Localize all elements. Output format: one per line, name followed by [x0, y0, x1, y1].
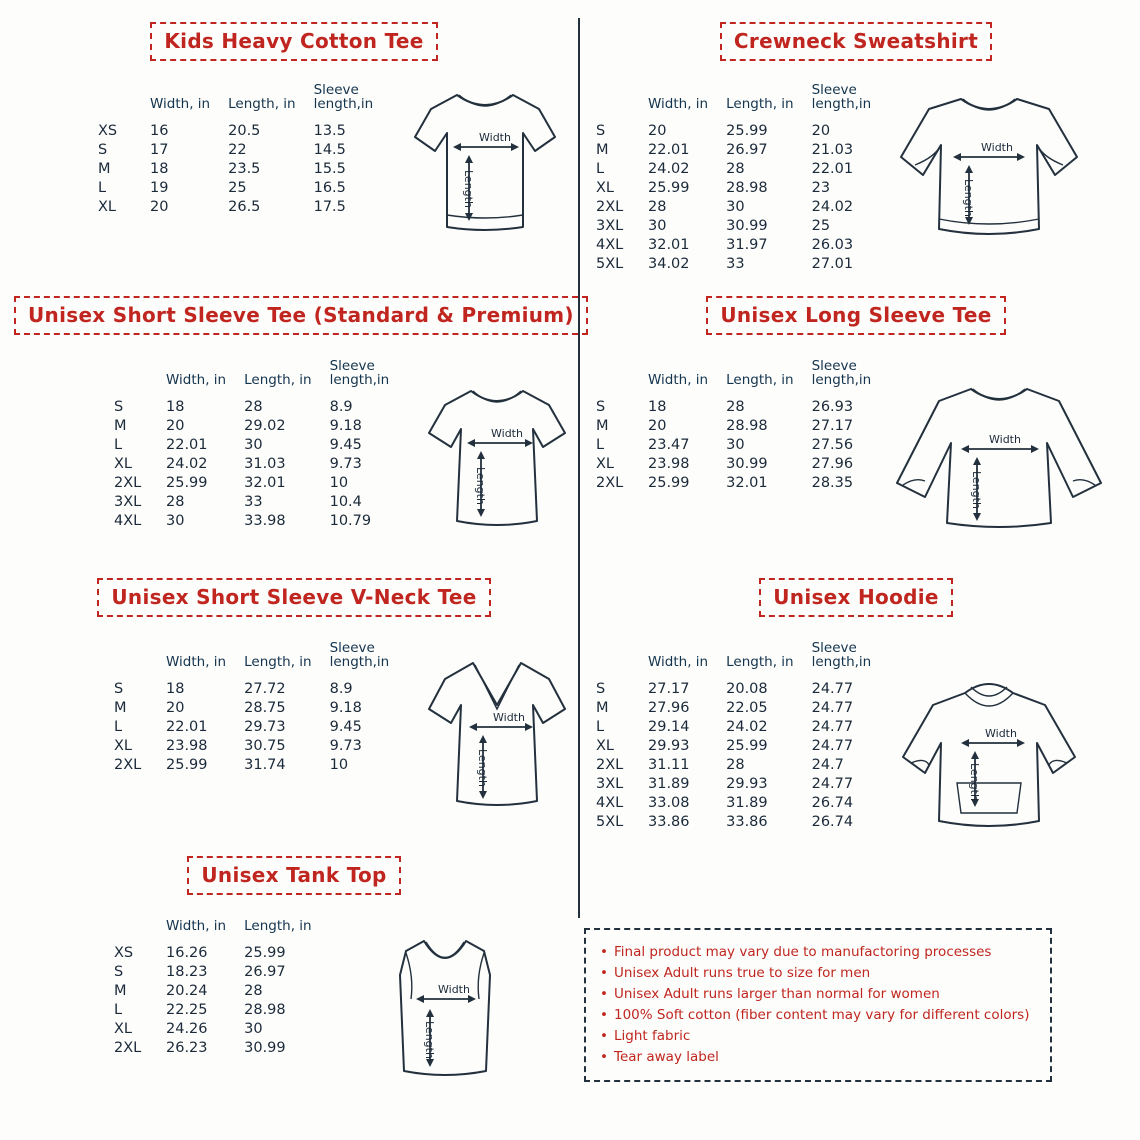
- table-header-row: [114, 641, 407, 679]
- col-size: [114, 919, 166, 943]
- size-table: [114, 359, 407, 530]
- col-sleeve: Sleeve length,in: [313, 82, 374, 113]
- longsleeve-tshirt-illustration: [889, 373, 1109, 553]
- width-label: Width: [989, 433, 1022, 446]
- col-width: Width, in: [648, 654, 709, 671]
- table-row: XL 20 26.5 17.5: [98, 198, 346, 215]
- length-label: Length: [968, 763, 982, 801]
- notes-box: [584, 928, 1052, 1082]
- width-label: Width: [479, 131, 512, 144]
- table-row: 2XL 25.99 32.01 10: [114, 474, 349, 491]
- col-size: [98, 83, 150, 121]
- table-header-row: [114, 919, 330, 943]
- table-row: XS 16 20.5 13.5: [98, 122, 346, 139]
- table-row: 2XL 31.11 28 24.7: [596, 756, 844, 773]
- table-header-row: [114, 359, 407, 397]
- vneck-tshirt-illustration: [407, 649, 587, 829]
- tshirt-illustration: [395, 75, 575, 245]
- section-title-wrap: [14, 578, 574, 617]
- section-unisex-long-sleeve-tee: [584, 296, 1128, 553]
- col-length: Length, in: [726, 372, 794, 389]
- table-row: S 20 25.99 20: [596, 122, 831, 139]
- col-sleeve: Sleeve length,in: [811, 82, 872, 113]
- col-size: [114, 359, 166, 397]
- width-label: Width: [985, 727, 1018, 740]
- table-row: S 27.17 20.08 24.77: [596, 680, 854, 697]
- length-label: Length: [962, 179, 976, 217]
- table-row: M 20 28.75 9.18: [114, 699, 362, 716]
- note-item: • 100% Soft cotton (fiber content may vary for different colors): [600, 1005, 1036, 1026]
- table-row: XL 24.26 30: [114, 1020, 263, 1037]
- table-row: S 18 27.72 8.9: [114, 680, 353, 697]
- col-length: Length, in: [228, 96, 296, 113]
- section-title: Unisex Short Sleeve Tee (Standard & Premium): [14, 296, 588, 335]
- section-unisex-hoodie: [584, 578, 1128, 851]
- col-width: Width, in: [166, 372, 227, 389]
- table-row: S 17 22 14.5: [98, 141, 346, 158]
- table-row: M 18 23.5 15.5: [98, 160, 346, 177]
- length-label: Length: [422, 1021, 436, 1059]
- table-row: M 20 28.98 27.17: [596, 417, 854, 434]
- section-title: Crewneck Sweatshirt: [720, 22, 992, 61]
- col-length: Length, in: [244, 918, 312, 934]
- table-header-row: [596, 359, 889, 397]
- table-row: 5XL 34.02 33 27.01: [596, 255, 854, 272]
- table-row: L 22.25 28.98: [114, 1001, 286, 1018]
- section-title-wrap: [584, 296, 1128, 335]
- notes-list: [600, 942, 1036, 1068]
- width-label: Width: [437, 983, 470, 996]
- table-row: XL 24.02 31.03 9.73: [114, 455, 362, 472]
- table-row: L 29.14 24.02 24.77: [596, 718, 854, 735]
- table-header-row: [596, 83, 889, 121]
- col-width: Width, in: [648, 372, 709, 389]
- table-row: 3XL 28 33 10.4: [114, 493, 362, 510]
- width-label: Width: [491, 427, 524, 440]
- col-sleeve: Sleeve length,in: [811, 640, 872, 671]
- table-row: 3XL 30 30.99 25: [596, 217, 831, 234]
- section-unisex-short-sleeve-v-neck-tee: [14, 578, 574, 829]
- note-item: • Unisex Adult runs true to size for men: [600, 963, 1036, 984]
- note-item: • Final product may vary due to manufactoring processes: [600, 942, 1036, 963]
- width-label: Width: [981, 141, 1014, 154]
- col-size: [114, 641, 166, 679]
- size-table: [596, 359, 889, 492]
- section-title-wrap: [584, 578, 1128, 617]
- size-table: [596, 83, 889, 273]
- table-row: M 20 29.02 9.18: [114, 417, 362, 434]
- table-row: XS 16.26 25.99: [114, 944, 286, 961]
- tanktop-illustration: [370, 929, 520, 1089]
- length-label: Length: [474, 467, 488, 505]
- table-row: L 24.02 28 22.01: [596, 160, 854, 177]
- table-row: XL 29.93 25.99 24.77: [596, 737, 854, 754]
- table-row: S 18 28 26.93: [596, 398, 854, 415]
- table-header-row: [98, 83, 391, 121]
- col-size: [596, 83, 648, 121]
- section-title-wrap: [584, 22, 1128, 61]
- table-row: XL 23.98 30.75 9.73: [114, 737, 362, 754]
- section-title: Unisex Long Sleeve Tee: [706, 296, 1005, 335]
- table-row: S 18 28 8.9: [114, 398, 353, 415]
- section-title-wrap: [14, 296, 574, 335]
- width-label: Width: [493, 711, 526, 724]
- col-size: [596, 359, 648, 397]
- col-width: Width, in: [166, 654, 227, 671]
- table-row: L 22.01 30 9.45: [114, 436, 362, 453]
- col-length: Length, in: [244, 372, 312, 389]
- length-label: Length: [462, 170, 476, 208]
- table-row: L 19 25 16.5: [98, 179, 346, 196]
- size-table: [596, 641, 889, 831]
- col-length: Length, in: [244, 654, 312, 671]
- table-row: 2XL 28 30 24.02: [596, 198, 854, 215]
- section-title-wrap: [14, 22, 574, 61]
- col-width: Width, in: [648, 96, 709, 113]
- table-row: 4XL 33.08 31.89 26.74: [596, 794, 854, 811]
- sweatshirt-illustration: [889, 79, 1089, 259]
- section-title: Unisex Hoodie: [759, 578, 953, 617]
- table-row: 3XL 31.89 29.93 24.77: [596, 775, 854, 792]
- hoodie-illustration: [889, 671, 1089, 851]
- section-title-wrap: [14, 856, 574, 895]
- section-title: Kids Heavy Cotton Tee: [150, 22, 437, 61]
- tshirt-illustration: [407, 375, 587, 545]
- col-length: Length, in: [726, 654, 794, 671]
- col-sleeve: Sleeve length,in: [329, 358, 390, 389]
- col-length: Length, in: [726, 96, 794, 113]
- section-unisex-short-sleeve-tee: [14, 296, 574, 545]
- col-sleeve: Sleeve length,in: [329, 640, 390, 671]
- note-item: • Tear away label: [600, 1047, 1036, 1068]
- table-header-row: [596, 641, 889, 679]
- table-row: L 23.47 30 27.56: [596, 436, 854, 453]
- section-kids-heavy-cotton-tee: [14, 22, 574, 245]
- table-row: S 18.23 26.97: [114, 963, 286, 980]
- section-title: Unisex Short Sleeve V-Neck Tee: [97, 578, 490, 617]
- table-row: 2XL 25.99 31.74 10: [114, 756, 349, 773]
- section-title: Unisex Tank Top: [187, 856, 400, 895]
- note-item: • Light fabric: [600, 1026, 1036, 1047]
- section-crewneck-sweatshirt: [584, 22, 1128, 273]
- note-item: • Unisex Adult runs larger than normal for women: [600, 984, 1036, 1005]
- table-row: M 20.24 28: [114, 982, 263, 999]
- table-row: 2XL 25.99 32.01 28.35: [596, 474, 854, 491]
- table-row: M 22.01 26.97 21.03: [596, 141, 854, 158]
- table-row: XL 23.98 30.99 27.96: [596, 455, 854, 472]
- table-row: 2XL 26.23 30.99: [114, 1039, 286, 1056]
- table-row: L 22.01 29.73 9.45: [114, 718, 362, 735]
- size-table: [114, 641, 407, 774]
- length-label: Length: [476, 749, 490, 787]
- col-sleeve: Sleeve length,in: [811, 358, 872, 389]
- table-row: XL 25.99 28.98 23: [596, 179, 831, 196]
- col-width: Width, in: [166, 918, 227, 934]
- section-unisex-tank-top: [14, 856, 574, 1089]
- table-row: 4XL 30 33.98 10.79: [114, 512, 372, 529]
- length-label: Length: [970, 471, 984, 509]
- col-size: [596, 641, 648, 679]
- col-width: Width, in: [150, 96, 211, 113]
- table-row: M 27.96 22.05 24.77: [596, 699, 854, 716]
- table-row: 4XL 32.01 31.97 26.03: [596, 236, 854, 253]
- size-table: [98, 83, 391, 216]
- size-table: [114, 919, 330, 1057]
- table-row: 5XL 33.86 33.86 26.74: [596, 813, 854, 830]
